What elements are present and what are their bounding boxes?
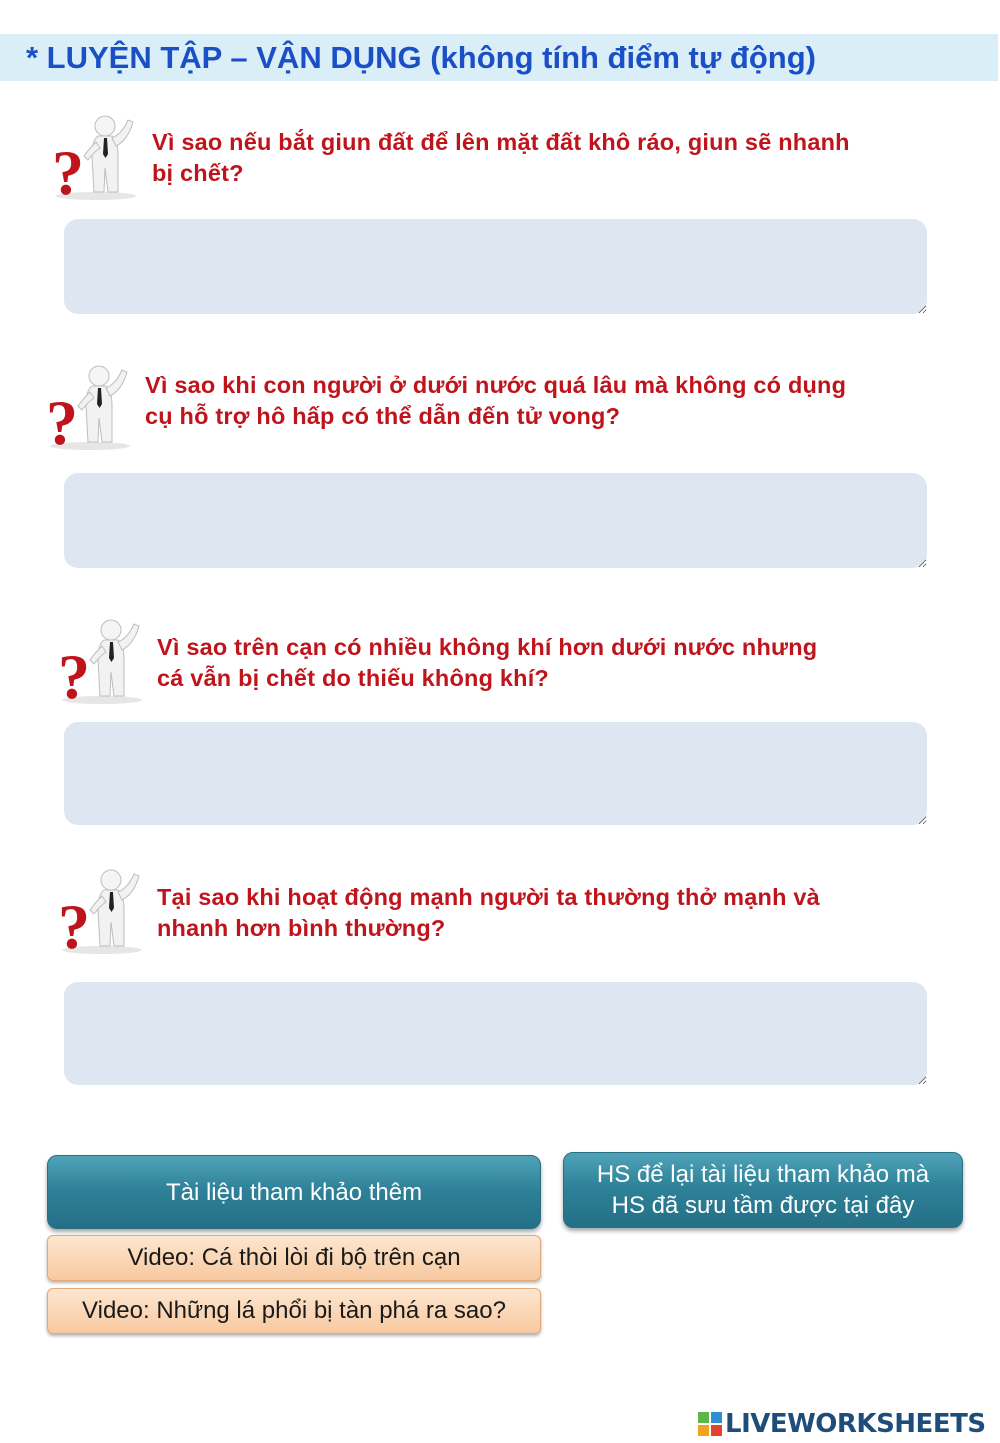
question-1-line-2: bị chết? — [152, 160, 244, 186]
answer-box-4[interactable] — [64, 982, 927, 1085]
question-man-icon — [54, 610, 150, 706]
question-4-text — [157, 882, 947, 944]
liveworksheets-logo — [698, 1410, 986, 1438]
answer-box-2[interactable] — [64, 473, 927, 568]
question-4-line-2: nhanh hơn bình thường? — [157, 915, 446, 941]
liveworksheets-logo-icon — [698, 1412, 722, 1436]
submit-references-line-1: HS để lại tài liệu tham khảo mà — [596, 1161, 930, 1188]
submit-references-button[interactable] — [563, 1152, 963, 1228]
question-3-line-2: cá vẫn bị chết do thiếu không khí? — [157, 665, 549, 691]
question-man-icon — [54, 860, 150, 956]
question-2-line-1: Vì sao khi con người ở dưới nước quá lâu mà không có dụng — [145, 372, 847, 398]
question-1-text — [152, 127, 942, 189]
question-3-line-1: Vì sao trên cạn có nhiều không khí hơn dưới nước nhưng — [157, 634, 818, 660]
reference-materials-button[interactable]: Tài liệu tham khảo thêm — [47, 1155, 541, 1229]
question-1-line-1: Vì sao nếu bắt giun đất để lên mặt đất khô ráo, giun sẽ nhanh — [152, 129, 850, 155]
question-2-line-2: cụ hỗ trợ hô hấp có thể dẫn đến tử vong? — [145, 403, 621, 429]
video-link-2[interactable]: Video: Những lá phổi bị tàn phá ra sao? — [47, 1288, 541, 1334]
question-2-text — [145, 370, 945, 432]
video-link-1[interactable]: Video: Cá thòi lòi đi bộ trên cạn — [47, 1235, 541, 1281]
question-3-text — [157, 632, 947, 694]
section-header — [0, 34, 998, 81]
question-man-icon — [48, 106, 144, 202]
liveworksheets-logo-text: LIVEWORKSHEETS — [725, 1409, 986, 1439]
question-man-icon — [42, 356, 138, 452]
page-title: * LUYỆN TẬP – VẬN DỤNG (không tính điểm tự động) — [26, 39, 816, 75]
answer-box-3[interactable] — [64, 722, 927, 825]
answer-box-1[interactable] — [64, 219, 927, 314]
question-4-line-1: Tại sao khi hoạt động mạnh người ta thường thở mạnh và — [157, 884, 820, 910]
submit-references-line-2: HS đã sưu tầm được tại đây — [611, 1192, 915, 1219]
